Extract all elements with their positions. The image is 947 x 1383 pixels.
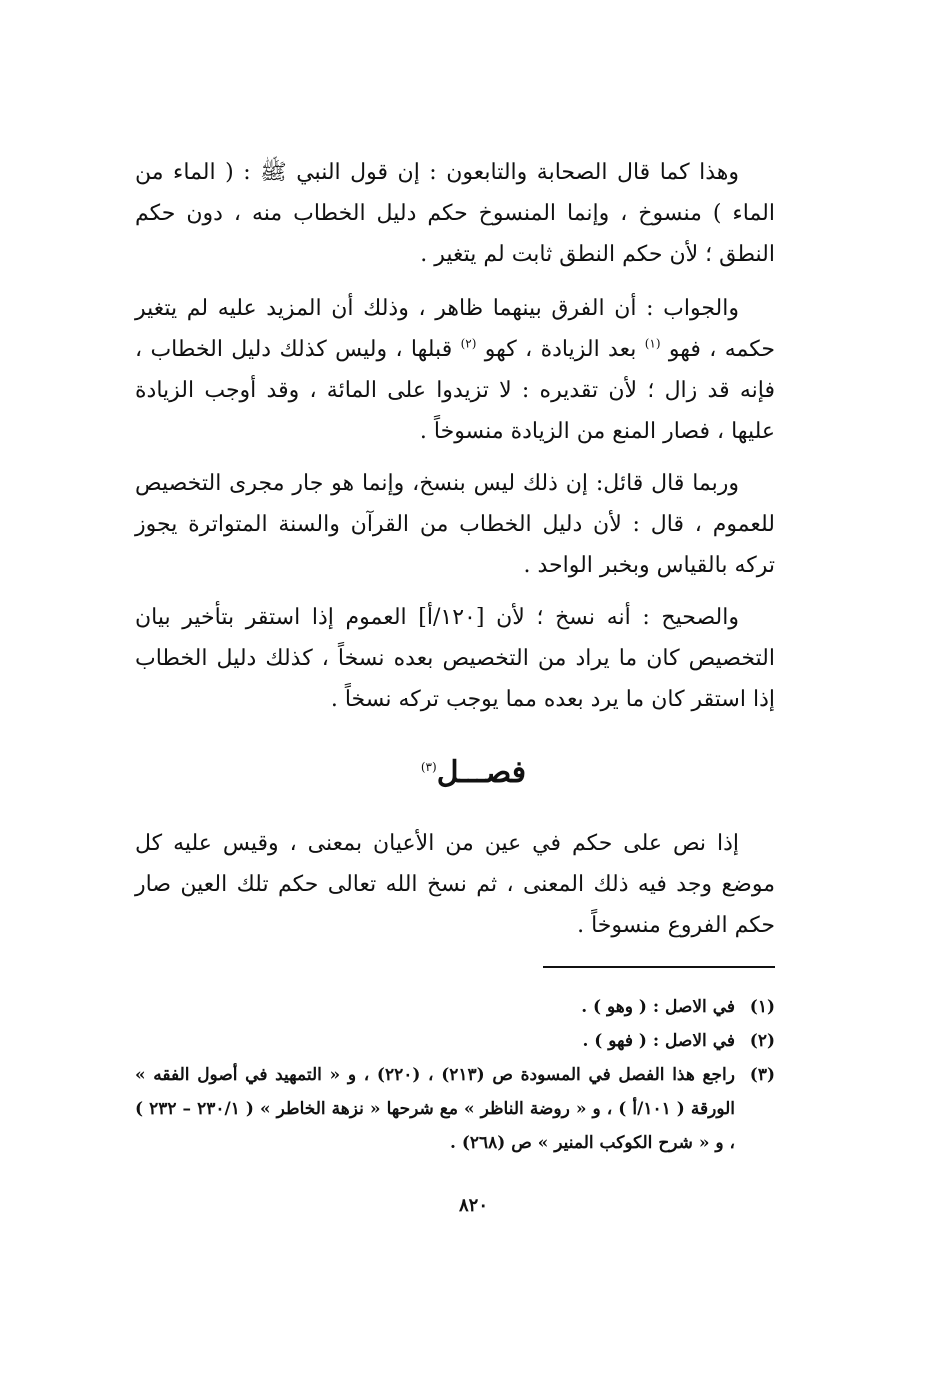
- paragraph-text: إذا نص على حكم في عين من الأعيان بمعنى ، وقيس عليه كل موضع وجد فيه ذلك المعنى ، ثم نسخ الله تعالى حكم تلك العين صار حكم الفروع منسوخاً .: [135, 831, 775, 938]
- footnotes: [135, 990, 775, 1160]
- section-heading: [0, 748, 947, 798]
- footnote-3: [135, 1058, 775, 1160]
- paragraph-segment: والجواب : أن الفرق بينهما ظاهر ، وذلك أن المزيد عليه لم يتغير حكمه ، فهو: [135, 296, 775, 362]
- footnote-reference-2: (٢): [460, 336, 477, 351]
- page-number: ٨٢٠: [458, 1195, 488, 1216]
- paragraph-segment: بعد الزيادة ، كهو: [476, 337, 645, 362]
- paragraph-text: وربما قال قائل: إن ذلك ليس بنسخ، وإنما هو جار مجرى التخصيص للعموم ، قال : لأن دليل الخطاب من القرآن والسنة المتواترة يجوز تركه بالقياس وبخبر الواحد .: [135, 471, 775, 578]
- section-title: فصـــل: [436, 755, 527, 790]
- footnote-divider: [543, 966, 775, 968]
- footnote-reference-3: (٣): [420, 760, 437, 774]
- paragraph-text: وهذا كما قال الصحابة والتابعون : إن قول النبي ﷺ : ( الماء من الماء ) منسوخ ، وإنما المنسوخ حكم دليل الخطاب منه ، دون حكم النطق ؛ لأن حكم النطق ثابت لم يتغير .: [135, 160, 775, 267]
- paragraph-text: والصحيح : أنه نسخ ؛ لأن [١٢٠/أ] العموم إذا استقر بتأخير بيان التخصيص كان ما يراد من التخصيص بعده نسخاً ، كذلك دليل الخطاب إذا استقر كان ما يرد بعده مما يوجب تركه نسخاً .: [135, 605, 776, 712]
- footnote-text: في الاصل : ( فهو ) .: [582, 1031, 735, 1051]
- paragraph-3: [135, 463, 775, 586]
- paragraph-segment: قبلها ، وليس كذلك دليل الخطاب ، فإنه قد زال ؛ لأن تقديره : لا تزيدوا على المائة ، وقد أوجب الزيادة عليها ، فصار المنع من الزيادة منسوخاً .: [135, 337, 775, 444]
- footnote-number: (٢): [749, 1031, 775, 1051]
- footnote-1: [135, 990, 775, 1024]
- paragraph-4: [135, 597, 775, 720]
- paragraph-2: [135, 288, 775, 452]
- footnote-text: في الاصل : ( وهو ) .: [581, 997, 735, 1017]
- paragraph-text: [135, 288, 775, 452]
- footnote-2: [135, 1024, 775, 1058]
- paragraph-5: [135, 823, 775, 946]
- footnote-reference-1: (١): [644, 336, 661, 351]
- footnote-number: (١): [749, 997, 775, 1017]
- paragraph-1: [135, 152, 775, 275]
- footnote-number: (٣): [749, 1065, 775, 1085]
- footnote-text: راجع هذا الفصل في المسودة ص (٢١٣) ، (٢٢٠) ، و « التمهيد في أصول الفقه » الورقة ( ١٠١/أ ) ، و « روضة الناظر » مع شرحها « نزهة الخاطر » ( ٢٣٠/١ – ٢٣٢ ) ، و « شرح الكوكب المنير » ص (٢٦٨) .: [135, 1065, 736, 1153]
